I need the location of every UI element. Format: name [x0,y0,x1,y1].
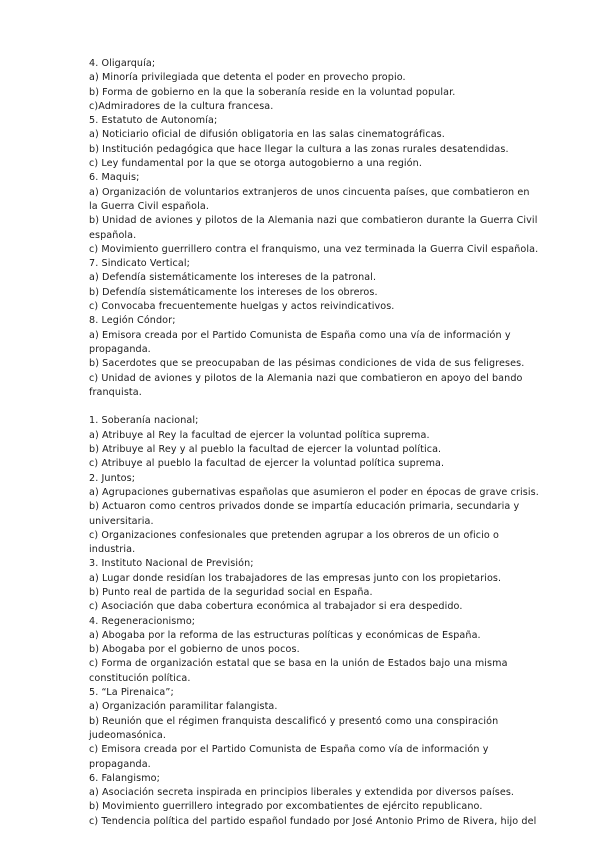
answer-option: a) Emisora creada por el Partido Comunista de España como una vía de información y propaganda. [89,329,511,355]
quiz-section-2 [89,414,539,829]
section-gap [89,400,539,414]
answer-option: a) Atribuye al Rey la facultad de ejercer la voluntad política suprema. [89,429,430,441]
question-heading: 8. Legión Cóndor; [89,315,176,327]
answer-option: b) Institución pedagógica que hace llegar la cultura a las zonas rurales desatendidas. [89,143,509,155]
answer-option: c) Tendencia política del partido español fundado por José Antonio Primo de Rivera, hijo del [89,815,537,827]
answer-option: a) Organización paramilitar falangista. [89,701,278,713]
answer-option: b) Defendía sistemáticamente los intereses de los obreros. [89,286,378,298]
answer-option: a) Lugar donde residían los trabajadores de las empresas junto con los propietarios. [89,572,502,584]
quiz-content [89,57,539,829]
question-heading: 6. Falangismo; [89,772,160,784]
answer-option: c) Convocaba frecuentemente huelgas y actos reivindicativos. [89,301,395,313]
answer-option: b) Punto real de partida de la seguridad social en España. [89,586,373,598]
answer-option: b) Sacerdotes que se preocupaban de las pésimas condiciones de vida de sus feligreses. [89,358,525,370]
question-heading: 6. Maquis; [89,172,140,184]
question-heading: 5. “La Pirenaica”; [89,687,174,699]
answer-option: b) Reunión que el régimen franquista descalificó y presentó como una conspiración judeomasónica. [89,715,499,741]
answer-option: a) Organización de voluntarios extranjeros de unos cincuenta países, que combatieron en la Guerra Civil española. [89,186,530,212]
answer-option: c)Admiradores de la cultura francesa. [89,100,274,112]
answer-option: b) Atribuye al Rey y al pueblo la facultad de ejercer la voluntad política. [89,444,442,456]
question-heading: 5. Estatuto de Autonomía; [89,115,218,127]
answer-option: b) Forma de gobierno en la que la soberanía reside en la voluntad popular. [89,86,456,98]
answer-option: b) Unidad de aviones y pilotos de la Alemania nazi que combatieron durante la Guerra Civil española. [89,215,538,241]
answer-option: b) Abogaba por el gobierno de unos pocos. [89,644,300,656]
question-heading: 1. Soberanía nacional; [89,415,199,427]
answer-option: a) Minoría privilegiada que detenta el poder en provecho propio. [89,72,406,84]
answer-option: c) Emisora creada por el Partido Comunista de España como vía de información y propaganda. [89,744,489,770]
answer-option: c) Asociación que daba cobertura económica al trabajador si era despedido. [89,601,463,613]
answer-option: a) Abogaba por la reforma de las estructuras políticas y económicas de España. [89,629,481,641]
answer-option: c) Ley fundamental por la que se otorga autogobierno a una región. [89,158,422,170]
question-heading: 4. Oligarquía; [89,58,156,69]
answer-option: c) Movimiento guerrillero contra el franquismo, una vez terminada la Guerra Civil española. [89,243,539,255]
answer-option: b) Actuaron como centros privados donde se impartía educación primaria, secundaria y universitaria. [89,501,520,527]
answer-option: a) Agrupaciones gubernativas españolas que asumieron el poder en épocas de grave crisis. [89,486,539,498]
question-heading: 4. Regeneracionismo; [89,615,196,627]
answer-option: c) Unidad de aviones y pilotos de la Alemania nazi que combatieron en apoyo del bando franquista. [89,372,523,398]
answer-option: c) Forma de organización estatal que se basa en la unión de Estados bajo una misma constitución política. [89,658,508,684]
answer-option: b) Movimiento guerrillero integrado por excombatientes de ejército republicano. [89,801,483,813]
answer-option: a) Asociación secreta inspirada en principios liberales y extendida por diversos países. [89,787,515,799]
answer-option: c) Organizaciones confesionales que pretenden agrupar a los obreros de un oficio o industria. [89,529,499,556]
question-heading: 3. Instituto Nacional de Previsión; [89,558,254,570]
answer-option: a) Noticiario oficial de difusión obligatoria en las salas cinematográficas. [89,129,445,141]
answer-option: c) Atribuye al pueblo la facultad de ejercer la voluntad política suprema. [89,458,445,470]
question-heading: 7. Sindicato Vertical; [89,258,190,270]
quiz-section-1 [89,57,539,400]
answer-option: a) Defendía sistemáticamente los intereses de la patronal. [89,272,377,284]
question-heading: 2. Juntos; [89,472,136,484]
